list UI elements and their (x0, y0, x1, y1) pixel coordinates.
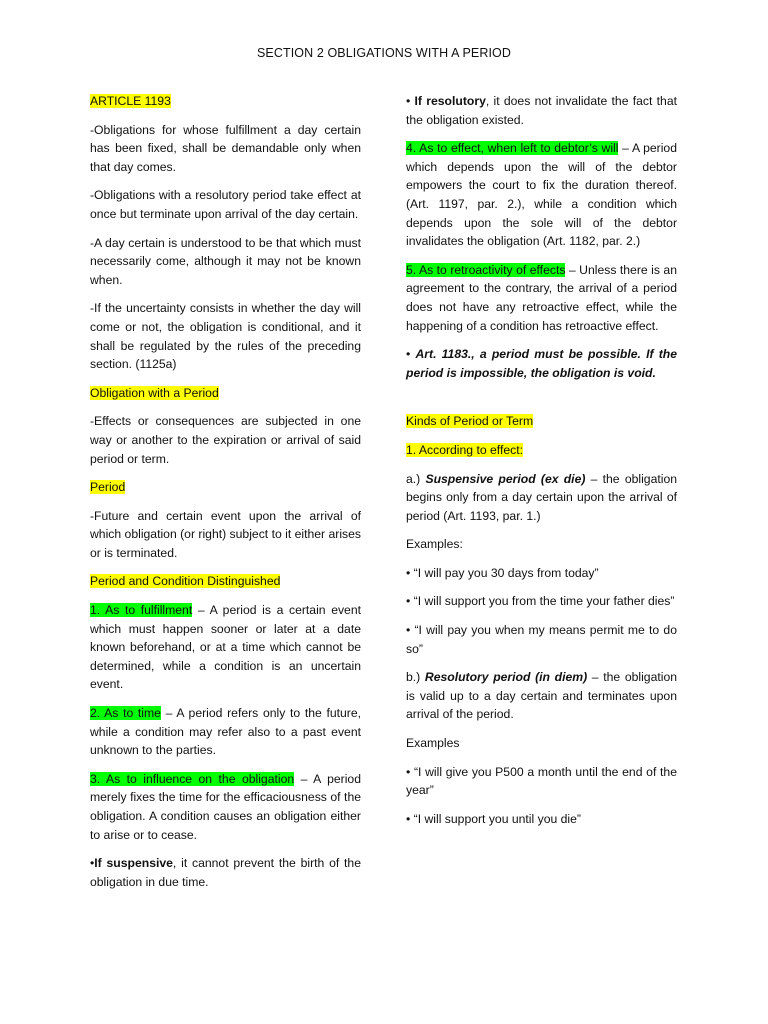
item-text: – A period which depends upon the will of the debtor empowers the court to fix the duration thereof. (Art. 1197, par. 2.), while a condition which depends upon the sole will of the debtor invalidates the obligation (Art. 1182, par. 2.) (406, 141, 677, 249)
kind-definition: b.) Resolutory period (in diem) – the obligation is valid up to a day certain and terminates upon arrival of the period. (406, 670, 678, 722)
example-item: • “I will give you P500 a month until the end of the year” (406, 764, 677, 798)
distinction-item (90, 770, 361, 844)
item-text: – Unless there is an agreement to the contrary, the arrival of a period does not have any retroactive effect, while the happening of a condition has retroactive effect. (406, 262, 677, 333)
paragraph: -If the uncertainty consists in whether the day will come or not, the obligation is conditional, and it shall be regulated by the rules of the preceding section. (1125a) (90, 301, 361, 372)
paragraph: -Effects or consequences are subjected in one way or another to the expiration or arrival of said period or term. (90, 414, 361, 466)
bullet-glyph: • (90, 856, 95, 871)
bullet-glyph: • (406, 347, 416, 362)
item-label: 2. As to time (90, 706, 161, 721)
spacer (406, 392, 677, 412)
bullet-glyph: • (406, 94, 415, 108)
example-item: • “I will support you from the time your father dies” (406, 594, 675, 609)
section-heading: Obligation with a Period (90, 385, 219, 400)
item-text: – A period is a certain event which must happen sooner or later at a date known beforehand, or at a time which cannot be determined, while a condition is an uncertain event. (90, 603, 362, 692)
bullet-text: , it does not invalidate the fact that the obligation existed. (406, 94, 677, 127)
bullet-paragraph (406, 92, 677, 129)
distinction-item (406, 261, 677, 335)
bullet-paragraph (90, 854, 361, 891)
note-text: Art. 1183., a period must be possible. If the period is impossible, the obligation is void. (406, 347, 678, 380)
examples-label: Examples: (406, 537, 463, 552)
distinction-item (90, 704, 361, 760)
section-heading: Kinds of Period or Term (406, 414, 534, 429)
left-column (90, 92, 361, 901)
paragraph: -Obligations with a resolutory period take effect at once but terminate upon arrival of the day certain. (90, 188, 361, 221)
bullet-text: , it cannot prevent the birth of the obligation in due time. (90, 856, 361, 889)
item-label: 3. As to influence on the obligation (90, 771, 295, 786)
term: Resolutory period (in diem) (424, 670, 588, 685)
bold-lead: If resolutory (414, 94, 486, 108)
examples-label: Examples (406, 736, 460, 751)
item-text: – A period merely fixes the time for the efficaciousness of the obligation. A condition causes an obligation either to arise or to cease. (90, 771, 361, 842)
item-label: 1. As to fulfillment (90, 603, 193, 618)
paragraph: -Obligations for whose fulfillment a day certain has been fixed, shall be demandable only when that day comes. (90, 122, 361, 174)
page-title: SECTION 2 OBLIGATIONS WITH A PERIOD (256, 46, 511, 60)
art1183-note (406, 345, 677, 382)
distinction-item (90, 601, 361, 694)
item-text: – A period refers only to the future, while a condition may refer also to a past event unknown to the parties. (90, 706, 362, 758)
paragraph: -Future and certain event upon the arrival of which obligation (or right) subject to it either arises or is terminated. (90, 508, 361, 560)
example-item: • “I will support you until you die” (406, 811, 581, 826)
right-column (406, 92, 677, 838)
kind-definition: a.) Suspensive period (ex die) – the obligation begins only from a day certain upon the arrival of period (Art. 1193, par. 1.) (406, 471, 677, 523)
distinction-item (406, 139, 677, 251)
item-label: 5. As to retroactivity of effects (406, 262, 566, 277)
term: Suspensive period (ex die) (425, 471, 586, 486)
example-item: • “I will pay you 30 days from today” (406, 565, 599, 580)
bold-lead: If suspensive (94, 856, 173, 871)
article-heading: ARTICLE 1193 (90, 94, 171, 108)
section-heading: Period and Condition Distinguished (90, 574, 281, 589)
subsection-heading: 1. According to effect: (406, 442, 523, 457)
example-item: • “I will pay you when my means permit me to do so” (406, 623, 677, 656)
item-label: 4. As to effect, when left to debtor’s will (406, 141, 619, 156)
paragraph: -A day certain is understood to be that which must necessarily come, although it may not be known when. (90, 235, 361, 287)
section-heading: Period (90, 480, 126, 495)
